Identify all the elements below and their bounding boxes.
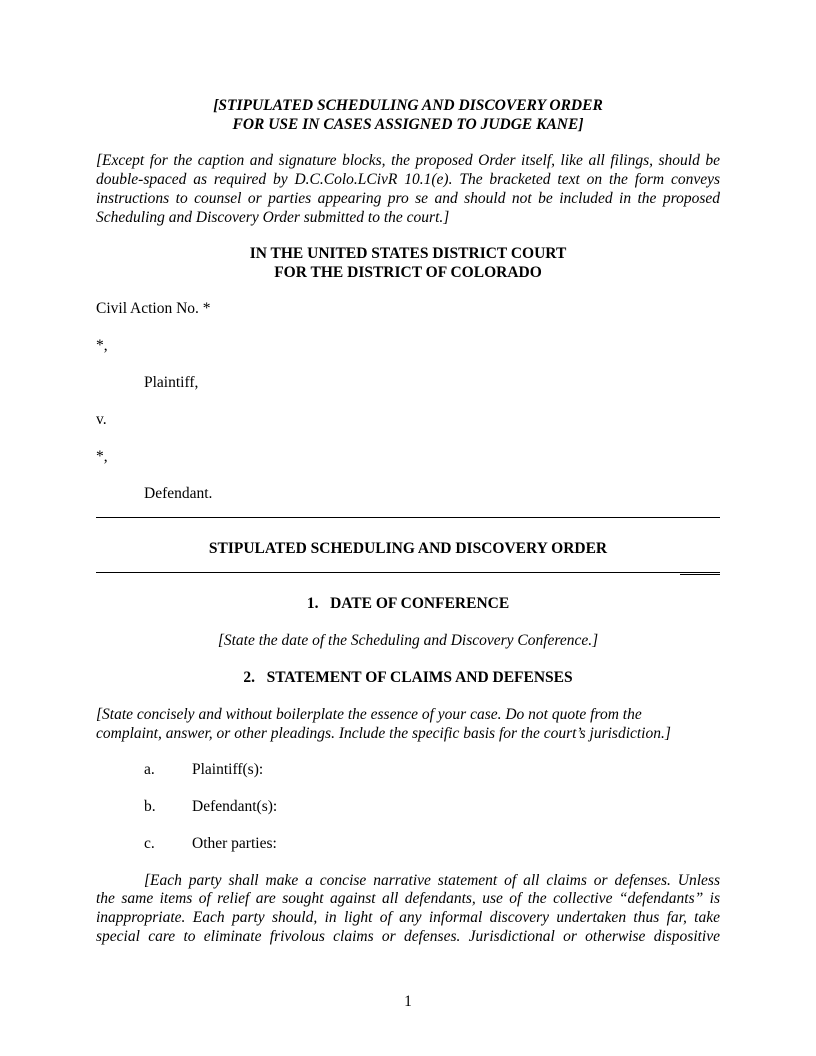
civil-action-number: Civil Action No. * [96, 300, 211, 317]
header-line-1: [STIPULATED SCHEDULING AND DISCOVERY ORDER [213, 97, 603, 114]
page-number: 1 [404, 993, 412, 1010]
narrative-line-2: the same items of relief are sought against all defendants, use of the collective “defendants” is [96, 890, 720, 907]
instructions-line-1: [Except for the caption and signature blocks, the proposed Order itself, like all filings, should be [96, 152, 720, 169]
court-line-2: FOR THE DISTRICT OF COLORADO [274, 264, 542, 281]
court-line-1: IN THE UNITED STATES DISTRICT COURT [249, 245, 567, 262]
section-1-heading: 1. DATE OF CONFERENCE [306, 595, 510, 612]
caption-rule-bottom [96, 572, 720, 573]
item-b-text: Defendant(s): [192, 798, 278, 815]
plaintiff-name: *, [96, 337, 108, 354]
section-2-instruction-line-1: [State concisely and without boilerplate the essence of your case. Do not quote from the [96, 706, 642, 723]
caption-rule-bottom-tail [680, 574, 720, 575]
narrative-line-3: inappropriate. Each party should, in light of any informal discovery undertaken thus far, take [96, 909, 720, 926]
defendant-name: *, [96, 448, 108, 465]
instructions-line-4: Scheduling and Discovery Order submitted to the court.] [96, 209, 450, 226]
item-a-text: Plaintiff(s): [192, 761, 264, 778]
plaintiff-label: Plaintiff, [144, 374, 199, 391]
section-2-instruction-line-2: complaint, answer, or other pleadings. Include the specific basis for the court’s jurisdiction.] [96, 725, 671, 742]
item-b-letter: b. [144, 798, 156, 815]
order-title: STIPULATED SCHEDULING AND DISCOVERY ORDER [208, 540, 608, 557]
instructions-line-3: instructions to counsel or parties appearing pro se and should not be included in the proposed [96, 190, 720, 207]
item-c-text: Other parties: [192, 835, 277, 852]
defendant-label: Defendant. [144, 485, 213, 502]
instructions-line-2: double-spaced as required by D.C.Colo.LCivR 10.1(e). The bracketed text on the form conveys [96, 171, 720, 188]
narrative-line-4: special care to eliminate frivolous claims or defenses. Jurisdictional or otherwise dispositive [96, 928, 720, 945]
caption-rule-top [96, 517, 720, 518]
header-line-2: FOR USE IN CASES ASSIGNED TO JUDGE KANE] [232, 116, 584, 133]
narrative-line-1: [Each party shall make a concise narrative statement of all claims or defenses. Unless [144, 872, 720, 889]
versus: v. [96, 411, 107, 428]
section-1-instruction: [State the date of the Scheduling and Discovery Conference.] [217, 632, 599, 649]
item-c-letter: c. [144, 835, 155, 852]
section-2-heading: 2. STATEMENT OF CLAIMS AND DEFENSES [243, 669, 573, 686]
item-a-letter: a. [144, 761, 155, 778]
